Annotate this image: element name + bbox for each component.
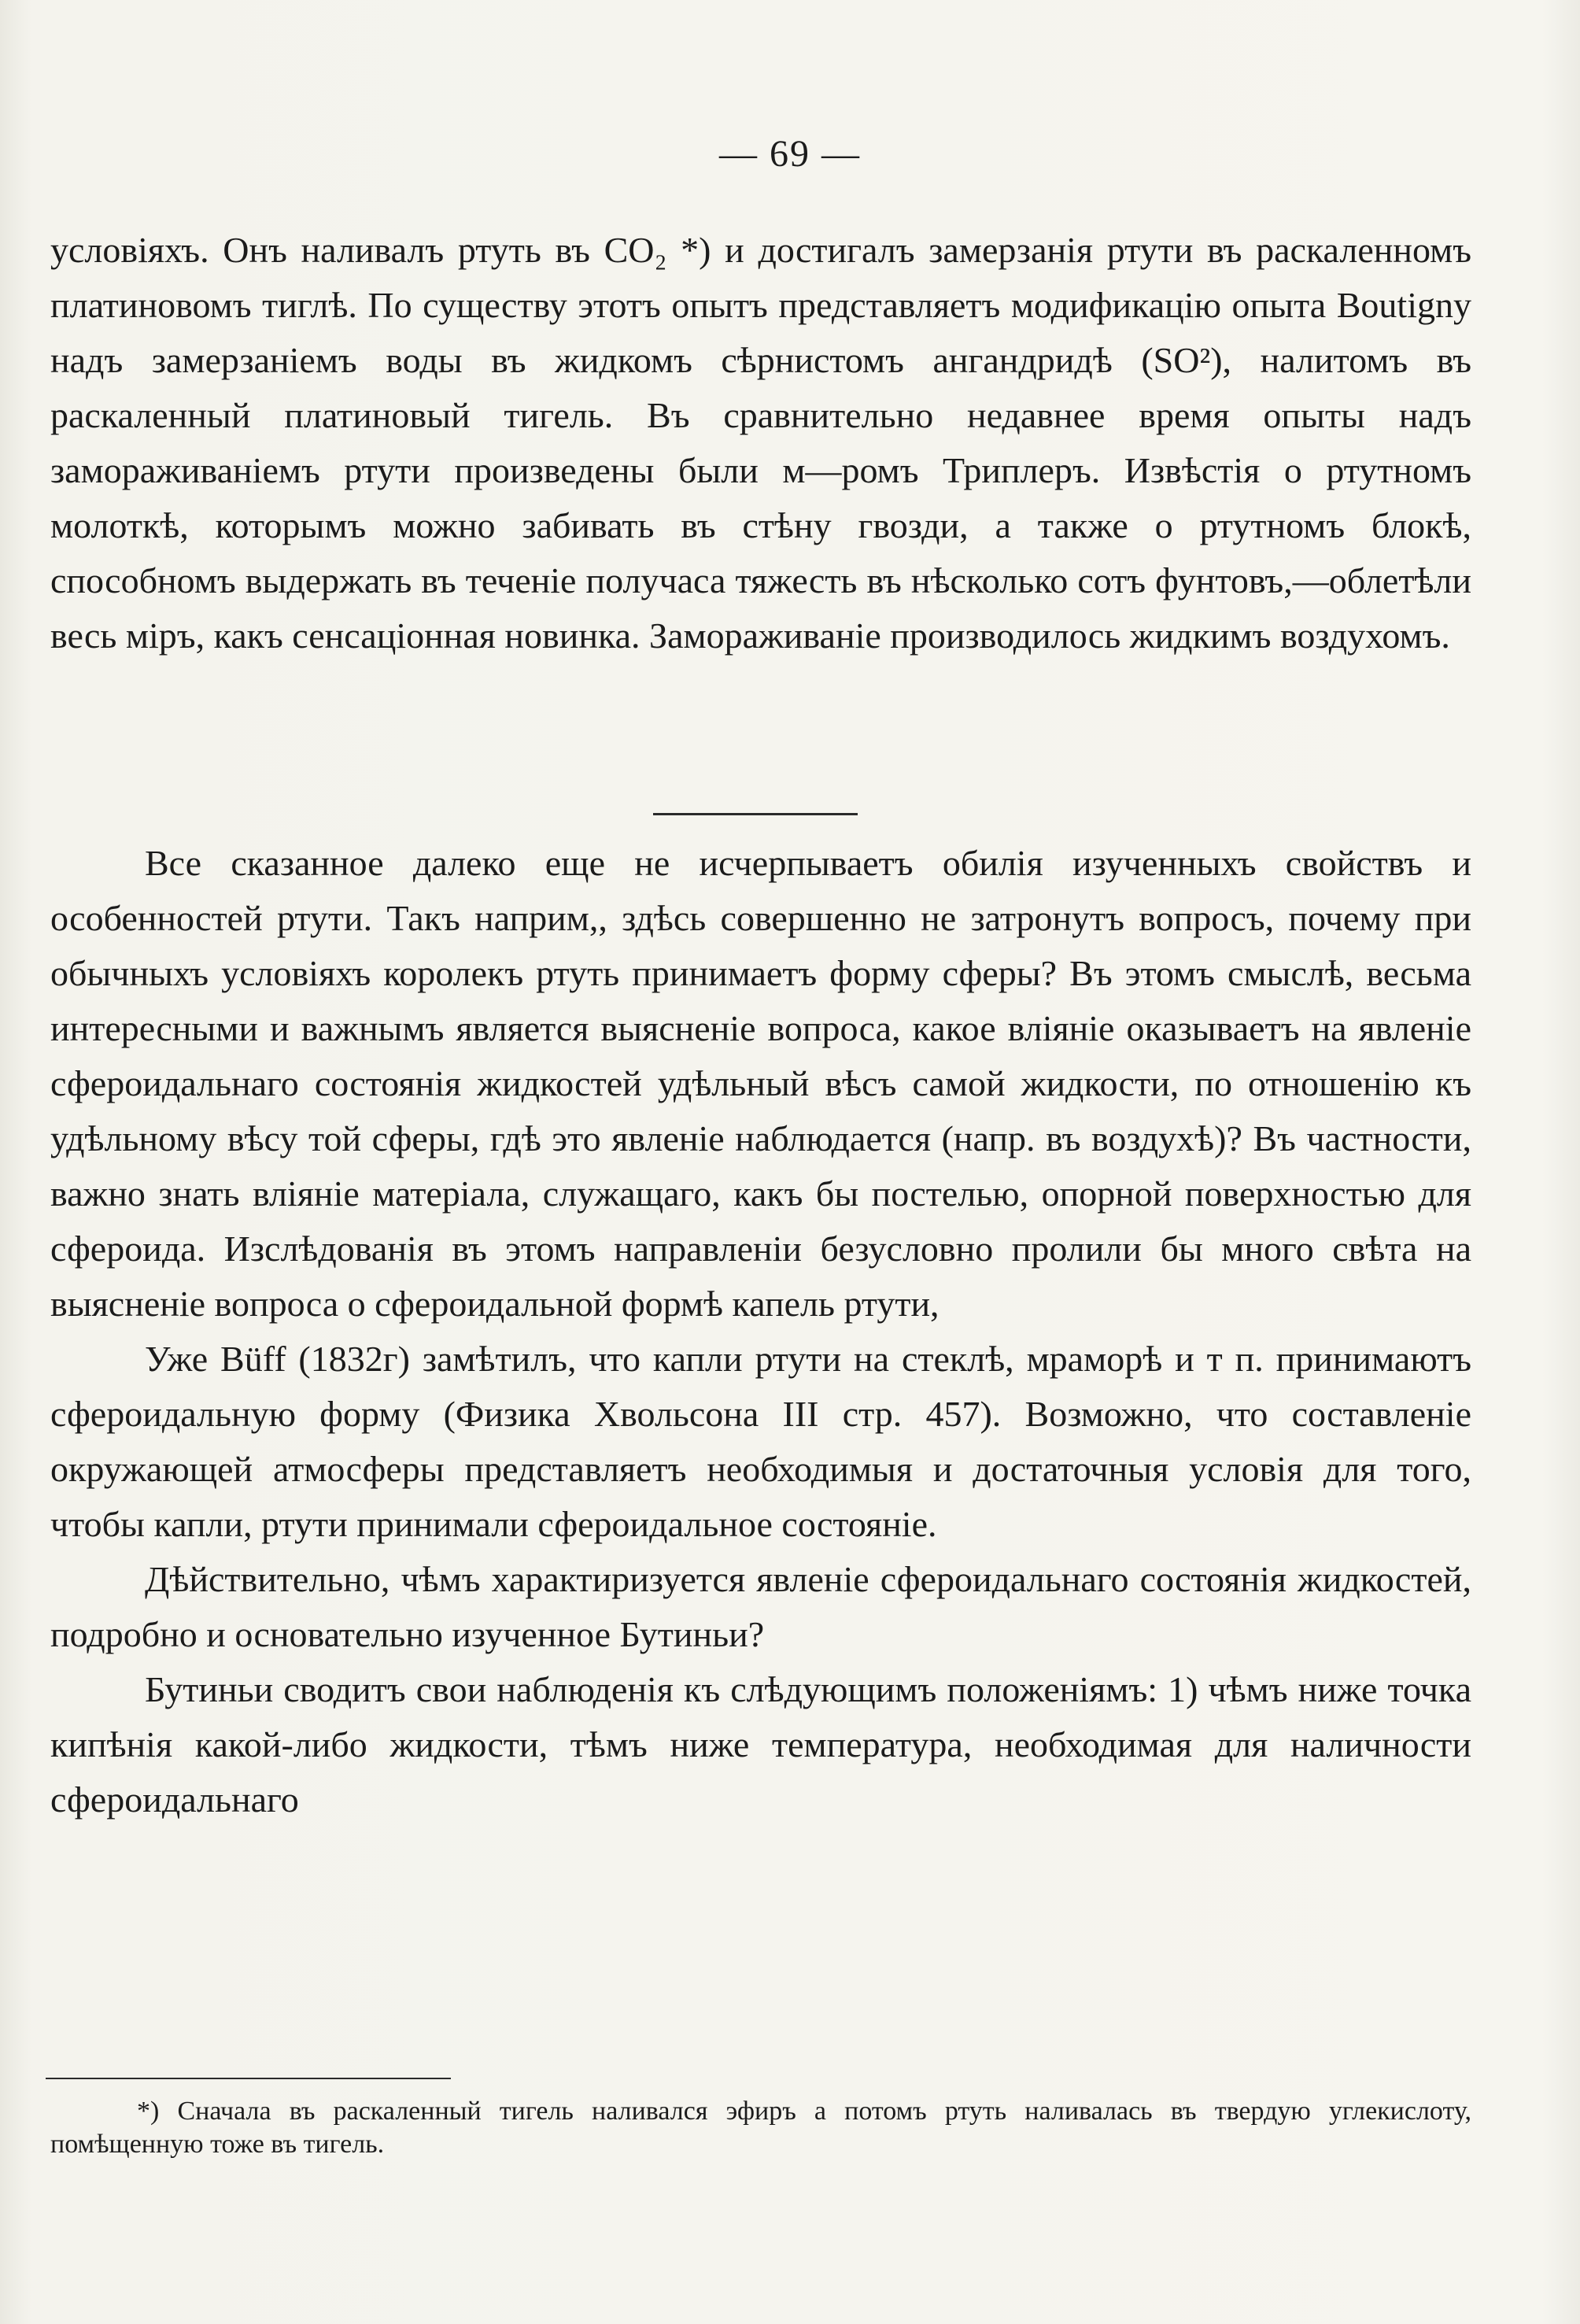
paragraph: Все сказанное далеко еще не исчерпываетъ обилія изученныхъ свойствъ и особенностей ртути. Такъ наприм,, здѣсь совершенно не затронутъ вопросъ, почему при обычныхъ условіяхъ королекъ ртуть принимаетъ форму сферы? Въ этомъ смыслѣ, весьма интересными и важнымъ является выясненіе вопроса, какое вліяніе оказываетъ на явленіе сфероидальнаго состоянія жидкостей удѣльный вѣсъ самой жидкости, по отношенію къ удѣльному вѣсу той сферы, гдѣ это явленіе наблюдается (напр. въ воздухѣ)? Въ частности, важно знать вліяніе матеріала, служащаго, какъ бы постелью, опорной поверхностью для сфероида. Изслѣдованія въ этомъ направленіи безусловно пролили бы много свѣта на выясненіе вопроса о сфероидальной формѣ капель ртути, (50, 843, 1471, 1324)
paragraph: Бутиньи сводитъ свои наблюденія къ слѣдующимъ положеніямъ: 1) чѣмъ ниже точка кипѣнія какой-либо жидкости, тѣмъ ниже температура, необходимая для наличности сфероидальнаго (50, 1669, 1471, 1820)
handwritten-underline (46, 2078, 451, 2079)
section-separator (653, 813, 858, 815)
paragraph: Уже Büff (1832г) замѣтилъ, что капли ртути на стеклѣ, мраморѣ и т п. принимаютъ сфероидальную форму (Физика Хвольсона III стр. 457). Возможно, что составленіе окружающей атмосферы представляетъ необходимыя и достаточныя условія для того, чтобы капли, ртути принимали сфероидальное состояніе. (50, 1339, 1471, 1544)
text-block-main (50, 836, 1471, 1827)
paragraph: условіяхъ. Онъ наливалъ ртуть въ CO₂ *) и достигалъ замерзанія ртути въ раскаленномъ платиновомъ тиглѣ. По существу этотъ опытъ представляетъ модификацію опыта Boutigny надъ замерзаніемъ воды въ жидкомъ сѣрнистомъ ангандридѣ (SO²), налитомъ въ раскаленный платиновый тигель. Въ сравнительно недавнее время опыты надъ замораживаніемъ ртути произведены были м—ромъ Триплеръ. Извѣстія о ртутномъ молоткѣ, которымъ можно забивать въ стѣну гвозди, а также о ртутномъ блокѣ, способномъ выдержать въ теченіе получаса тяжесть въ нѣсколько сотъ фунтовъ,—облетѣли весь міръ, какъ сенсаціонная новинка. Замораживаніе производилось жидкимъ воздухомъ. (50, 230, 1471, 656)
paragraph: Дѣйствительно, чѣмъ характиризуется явленіе сфероидальнаго состоянія жидкостей, подробно и основательно изученное Бутиньи? (50, 1559, 1471, 1654)
footnote-text: *) Сначала въ раскаленный тигель наливался эфиръ а потомъ ртуть наливалась въ твердую углекислоту, помѣщенную тоже въ тигель. (50, 2097, 1471, 2159)
footnote (50, 2095, 1471, 2161)
page-number: — 69 — (719, 133, 861, 175)
text-block-top (50, 223, 1471, 663)
